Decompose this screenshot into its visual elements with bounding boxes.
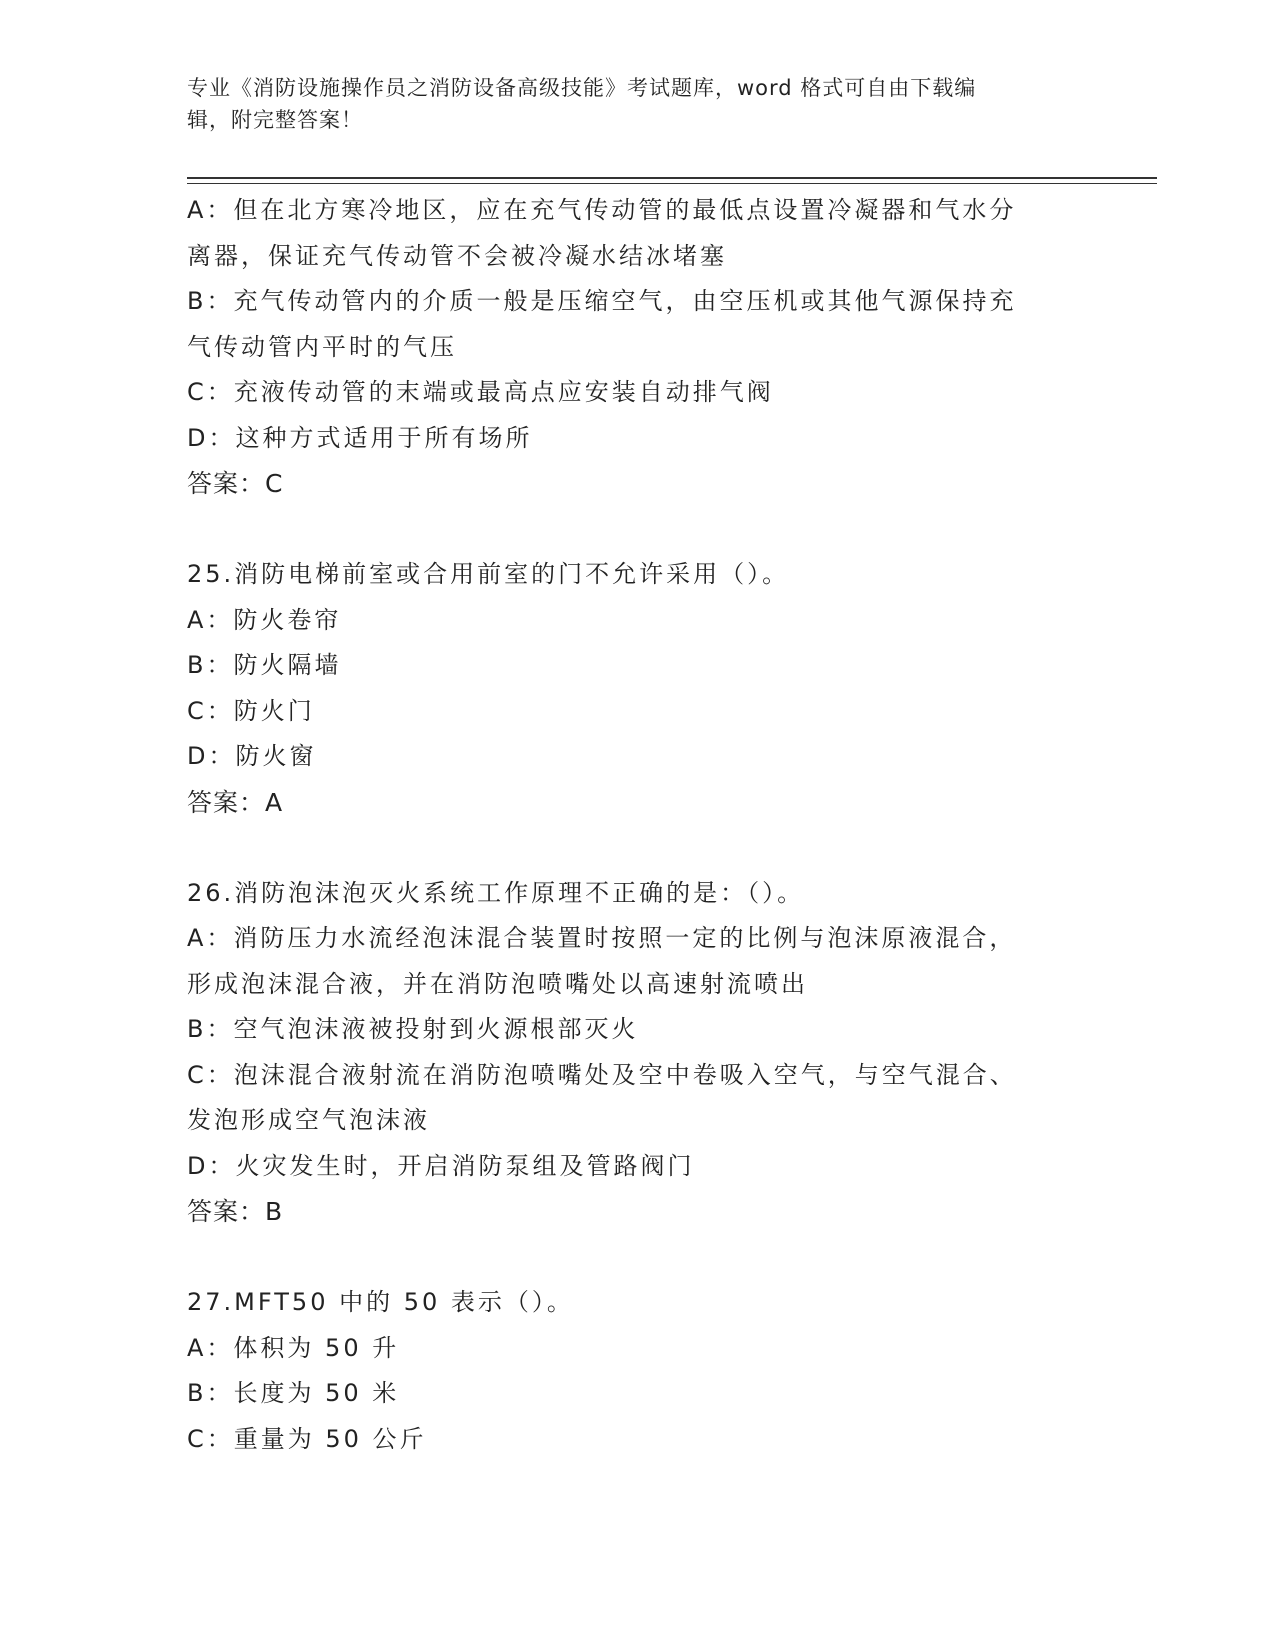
question-list bbox=[187, 188, 1087, 1462]
option-a: A：但在北方寒冷地区，应在充气传动管的最低点设置冷凝器和气水分 离器，保证充气传动管不会被冷凝水结冰堵塞 bbox=[187, 196, 1017, 270]
spacer bbox=[187, 507, 1087, 553]
option-c: C：充液传动管的末端或最高点应安装自动排气阀 bbox=[187, 378, 774, 406]
option-d: D：这种方式适用于所有场所 bbox=[187, 423, 533, 452]
question-block-25 bbox=[187, 552, 1087, 825]
option-d: D：防火窗 bbox=[187, 742, 317, 770]
option-c: C：泡沫混合液射流在消防泡喷嘴处及空中卷吸入空气，与空气混合、 发泡形成空气泡沫液 bbox=[187, 1060, 1017, 1134]
option-a: A：防火卷帘 bbox=[187, 605, 342, 634]
header-line-2: 辑，附完整答案！ bbox=[187, 108, 363, 132]
option-b: B：空气泡沫液被投射到火源根部灭火 bbox=[187, 1015, 639, 1043]
header-line-1: 专业《消防设施操作员之消防设备高级技能》考试题库，word 格式可自由下载编 bbox=[187, 76, 977, 100]
answer-line: 答案：A bbox=[187, 787, 284, 817]
option-b: B：防火隔墙 bbox=[187, 651, 342, 679]
question-block-27 bbox=[187, 1280, 1087, 1462]
question-text: 26.消防泡沫泡灭火系统工作原理不正确的是：（）。 bbox=[187, 878, 805, 907]
question-block-26 bbox=[187, 871, 1087, 1235]
option-d: D：火灾发生时，开启消防泵组及管路阀门 bbox=[187, 1151, 695, 1180]
header-divider-thin bbox=[187, 183, 1157, 184]
option-b: B：充气传动管内的介质一般是压缩空气，由空压机或其他气源保持充 气传动管内平时的气压 bbox=[187, 287, 1017, 361]
question-block-24 bbox=[187, 188, 1087, 507]
question-text: 27.MFT50 中的 50 表示（）。 bbox=[187, 1288, 574, 1316]
question-text: 25.消防电梯前室或合用前室的门不允许采用（）。 bbox=[187, 560, 790, 588]
option-a: A：消防压力水流经泡沫混合装置时按照一定的比例与泡沫原液混合， 形成泡沫混合液，并在消防泡喷嘴处以高速射流喷出 bbox=[187, 924, 1017, 998]
option-a: A：体积为 50 升 bbox=[187, 1333, 400, 1362]
option-c: C：防火门 bbox=[187, 696, 315, 725]
option-c: C：重量为 50 公斤 bbox=[187, 1424, 427, 1453]
spacer bbox=[187, 1235, 1087, 1281]
document-header bbox=[187, 72, 1087, 136]
answer-line: 答案：B bbox=[187, 1197, 284, 1226]
header-divider-thick bbox=[187, 177, 1157, 179]
spacer bbox=[187, 825, 1087, 871]
option-b: B：长度为 50 米 bbox=[187, 1379, 400, 1407]
answer-line: 答案：C bbox=[187, 469, 284, 498]
